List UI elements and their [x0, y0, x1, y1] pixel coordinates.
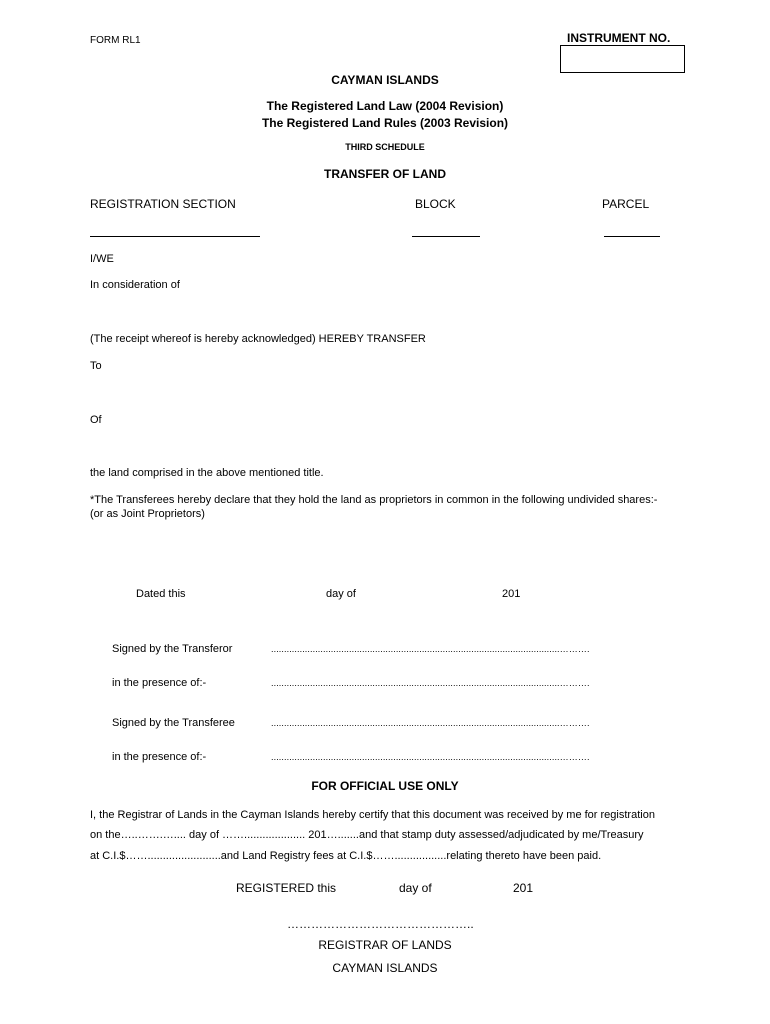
transferee-witness-label: in the presence of:- — [112, 751, 207, 763]
certificate-line-3: at C.I.$……........................and Land Registry fees at C.I.$…….................relating thereto have been paid. — [90, 850, 602, 862]
of-label: Of — [90, 414, 102, 426]
transferor-witness-label: in the presence of:- — [112, 677, 207, 689]
certificate-line-2: on the…..…….….... day of …….................... 201….......and that stamp duty assessed/adjudicated by me/Treasury — [90, 829, 644, 841]
parcel-label: PARCEL — [602, 197, 650, 211]
receipt-text: (The receipt whereof is hereby acknowledged) HEREBY TRANSFER — [90, 333, 426, 345]
registrar-jurisdiction: CAYMAN ISLANDS — [332, 961, 438, 975]
year-label: 201 — [502, 588, 521, 600]
land-comprised-text: the land comprised in the above mentioned title. — [90, 467, 324, 479]
transferor-signature-label: Signed by the Transferor — [112, 643, 233, 655]
parcel-field[interactable] — [604, 236, 660, 237]
registration-section-field[interactable] — [90, 236, 260, 237]
certificate-line-1: I, the Registrar of Lands in the Cayman Islands hereby certify that this document was received by me for registration — [90, 809, 655, 821]
transferee-signature-line[interactable]: ...............................................................................................................………. — [271, 718, 590, 728]
form-id: FORM RL1 — [90, 35, 141, 46]
to-label: To — [90, 360, 102, 372]
instrument-label: INSTRUMENT NO. — [567, 31, 671, 45]
registered-day-of-label: day of — [399, 881, 432, 895]
rules-title: The Registered Land Rules (2003 Revision) — [261, 116, 509, 130]
instrument-number-box[interactable] — [560, 45, 685, 73]
i-we-label: I/WE — [90, 253, 114, 265]
registrar-signature-line[interactable]: ……………………………………….. — [287, 917, 474, 931]
declaration-line-1: *The Transferees hereby declare that they hold the land as proprietors in common in the following undivided shares:- — [90, 494, 658, 506]
schedule-title: THIRD SCHEDULE — [345, 142, 425, 152]
dated-this-label: Dated this — [136, 588, 186, 600]
transferee-signature-label: Signed by the Transferee — [112, 717, 235, 729]
law-title: The Registered Land Law (2004 Revision) — [266, 99, 504, 113]
declaration-line-2: (or as Joint Proprietors) — [90, 508, 205, 520]
consideration-label: In consideration of — [90, 279, 180, 291]
registrar-title: REGISTRAR OF LANDS — [318, 938, 452, 952]
day-of-label: day of — [326, 588, 356, 600]
registered-year-label: 201 — [513, 881, 534, 895]
registration-section-label: REGISTRATION SECTION — [90, 197, 236, 211]
official-use-heading: FOR OFFICIAL USE ONLY — [311, 779, 459, 793]
form-title: TRANSFER OF LAND — [324, 167, 446, 181]
transferor-witness-line[interactable]: ...............................................................................................................………. — [271, 678, 590, 688]
block-field[interactable] — [412, 236, 480, 237]
block-label: BLOCK — [415, 197, 456, 211]
jurisdiction-title: CAYMAN ISLANDS — [331, 73, 439, 87]
transferor-signature-line[interactable]: ...............................................................................................................………. — [271, 644, 590, 654]
transferee-witness-line[interactable]: ...............................................................................................................………. — [271, 752, 590, 762]
registered-this-label: REGISTERED this — [236, 881, 337, 895]
